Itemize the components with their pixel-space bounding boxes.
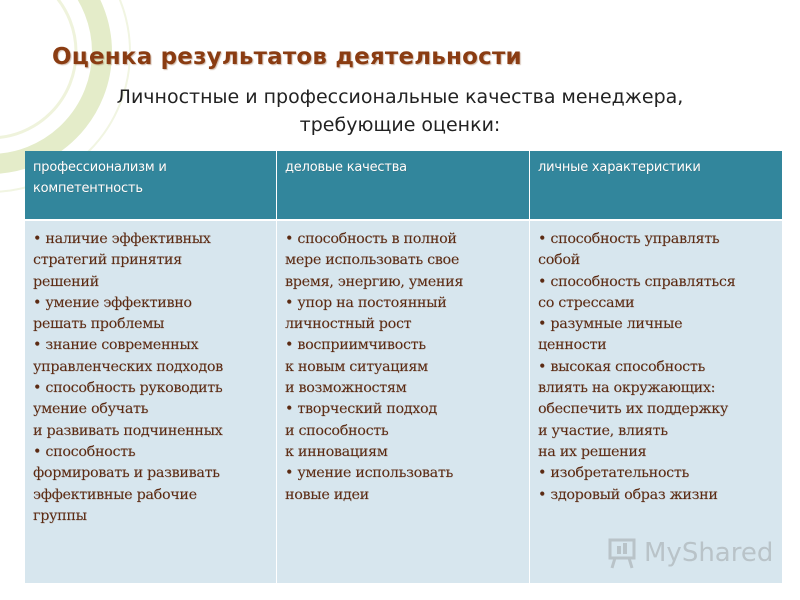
list-line: к инновациям [285, 443, 388, 460]
list-line: • изобретательность [538, 465, 689, 482]
header-professionalism [25, 151, 276, 219]
list-line: • высокая способность [538, 358, 705, 375]
list-line: время, энергию, умения [285, 273, 464, 290]
list-line: • умение эффективно [33, 294, 192, 311]
list-line: и возможностям [285, 380, 407, 397]
list-line: • умение использовать [285, 465, 453, 482]
list-line: умение обучать [33, 401, 149, 418]
list-line: • восприимчивость [285, 337, 426, 354]
list-line: влиять на окружающих: [538, 380, 716, 397]
list-line: мере использовать свое [285, 252, 460, 269]
list-line: личностный рост [285, 316, 412, 333]
list-line: • разумные личные [538, 316, 683, 333]
list-line: группы [33, 507, 87, 524]
list-line: управленческих подходов [33, 358, 223, 375]
list-line: • знание современных [33, 337, 199, 354]
watermark-text: MyShared [644, 538, 774, 568]
header-line: компетентность [33, 181, 143, 196]
list-line: со стрессами [538, 294, 635, 311]
list-line: решений [33, 273, 99, 290]
header-line: профессионализм и [33, 160, 167, 175]
page-title: Оценка результатов деятельности [52, 44, 522, 70]
qualities-table [25, 151, 782, 581]
list-line: • здоровый образ жизни [538, 486, 718, 503]
list-line: • способность справляться [538, 273, 736, 290]
list-line: • способность в полной [285, 231, 457, 247]
list-line: • способность управлять [538, 231, 720, 247]
column-business-qualities [277, 221, 529, 583]
list-line: • способность [33, 443, 136, 460]
list-line: собой [538, 252, 580, 269]
column-personal-characteristics [530, 221, 782, 583]
list-line: • наличие эффективных [33, 231, 211, 247]
list-line: • способность руководить [33, 380, 223, 397]
list-line: и участие, влиять [538, 422, 668, 439]
header-line: деловые качества [285, 160, 407, 175]
list-line: решать проблемы [33, 316, 165, 333]
list-line: стратегий принятия [33, 252, 182, 269]
subtitle-line-1: Личностные и профессиональные качества менеджера, [116, 86, 684, 108]
subtitle-line-2: требующие оценки: [299, 114, 501, 136]
list-line: формировать и развивать [33, 465, 220, 482]
list-line: • упор на постоянный [285, 294, 447, 311]
list-line: и развивать подчиненных [33, 422, 223, 439]
list-line: и способность [285, 422, 389, 439]
list-line: к новым ситуациям [285, 358, 428, 375]
column-professionalism [25, 221, 276, 583]
list-line: обеспечить их поддержку [538, 401, 728, 418]
list-line: эффективные рабочие [33, 486, 197, 503]
header-business-qualities [277, 151, 529, 219]
page-subtitle [60, 83, 740, 139]
watermark-logo [606, 536, 773, 570]
header-personal-characteristics [530, 151, 782, 219]
list-line: новые идеи [285, 486, 369, 503]
chalkboard-icon [606, 536, 640, 570]
list-line: • творческий подход [285, 401, 437, 418]
list-line: на их решения [538, 443, 647, 460]
list-line: ценности [538, 337, 607, 354]
header-line: личные характеристики [538, 160, 701, 175]
